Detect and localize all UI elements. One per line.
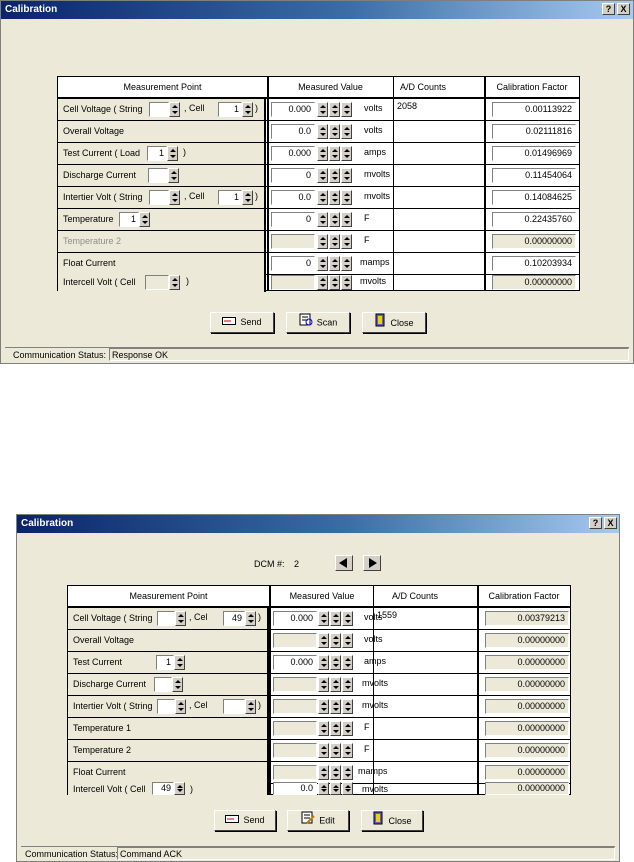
- row-label: Discharge Current: [63, 170, 137, 180]
- value-spinner-3[interactable]: [342, 765, 353, 780]
- calibration-factor-input[interactable]: 0.11454064: [492, 168, 576, 183]
- unit-label: F: [364, 235, 370, 245]
- cell-spinner[interactable]: [245, 699, 256, 714]
- cell-input[interactable]: [145, 275, 169, 290]
- value-spinner-1[interactable]: [317, 146, 328, 161]
- calibration-grid: [67, 585, 571, 795]
- unit-label: volts: [364, 103, 383, 113]
- measured-value-input[interactable]: 0: [271, 256, 315, 271]
- value-spinner-2[interactable]: [330, 655, 341, 670]
- discharge-spinner[interactable]: [172, 677, 183, 692]
- row-discharge-current: [68, 674, 570, 695]
- unit-label: volts: [364, 612, 383, 622]
- value-spinner-3[interactable]: [342, 677, 353, 692]
- cell-spinner[interactable]: [245, 611, 256, 626]
- row-label: Temperature 1: [73, 723, 132, 733]
- header-calibration-factor: Calibration Factor: [478, 586, 570, 606]
- value-spinner-2[interactable]: [329, 212, 340, 227]
- value-spinner-1[interactable]: [317, 212, 328, 227]
- value-spinner-1[interactable]: [317, 256, 328, 271]
- unit-label: mvolts: [362, 700, 389, 710]
- row-label: Float Current: [63, 258, 116, 268]
- value-spinner-2[interactable]: [330, 633, 341, 648]
- row-test-current: [68, 652, 570, 673]
- test-current-spinner[interactable]: [174, 655, 185, 670]
- measured-value-input[interactable]: [271, 234, 315, 249]
- value-spinner-3[interactable]: [341, 234, 352, 249]
- calibration-factor-input[interactable]: 0.00000000: [485, 721, 569, 736]
- value-spinner-1[interactable]: [318, 611, 329, 626]
- value-spinner-2[interactable]: [330, 743, 341, 758]
- calibration-window-1: [0, 0, 634, 364]
- value-spinner-2[interactable]: [330, 782, 341, 795]
- row-label: Temperature 2: [63, 236, 122, 246]
- value-spinner-2[interactable]: [329, 124, 340, 139]
- status-bar: [5, 347, 629, 362]
- measured-value-input[interactable]: 0.000: [273, 655, 317, 670]
- row-label: Temperature: [63, 214, 114, 224]
- row-temperature-1: [68, 718, 570, 739]
- row-label: Float Current: [73, 767, 126, 777]
- calibration-factor-input[interactable]: 0.00000000: [485, 677, 569, 692]
- row-label: Intercell Volt ( Cell: [73, 784, 146, 794]
- value-spinner-2[interactable]: [329, 190, 340, 205]
- measured-value-input[interactable]: [273, 633, 317, 648]
- value-spinner-2[interactable]: [329, 102, 340, 117]
- door-icon: [372, 811, 384, 832]
- row-label: Intercell Volt ( Cell: [63, 277, 136, 287]
- row-label: Cell Voltage ( String: [73, 613, 153, 623]
- cell-input[interactable]: 49: [152, 782, 174, 795]
- row-label: Test Current: [73, 657, 123, 667]
- row-temperature-2: [68, 740, 570, 761]
- value-spinner-2[interactable]: [330, 611, 341, 626]
- unit-label: F: [364, 213, 370, 223]
- measured-value-input[interactable]: 0: [271, 212, 315, 227]
- header-measurement-point: Measurement Point: [58, 77, 267, 97]
- value-spinner-3[interactable]: [341, 168, 352, 183]
- measured-value-input[interactable]: 0.000: [271, 102, 315, 117]
- unit-label: mvolts: [362, 784, 389, 794]
- value-spinner-3[interactable]: [342, 611, 353, 626]
- value-spinner-3[interactable]: [342, 633, 353, 648]
- header-calibration-factor: Calibration Factor: [485, 77, 579, 97]
- value-spinner-1[interactable]: [318, 765, 329, 780]
- edit-button[interactable]: Edit: [287, 810, 349, 831]
- value-spinner-1[interactable]: [318, 743, 329, 758]
- value-spinner-1[interactable]: [317, 190, 328, 205]
- row-discharge-current: [58, 165, 579, 186]
- calibration-factor-input[interactable]: 0.02111816: [492, 124, 576, 139]
- header-measured-value: Measured Value: [268, 77, 393, 97]
- temperature-input[interactable]: 1: [119, 212, 139, 227]
- temperature-spinner[interactable]: [139, 212, 150, 227]
- value-spinner-2[interactable]: [329, 168, 340, 183]
- calibration-factor-input[interactable]: 0.00113922: [492, 102, 576, 117]
- row-cell-voltage: Cell Voltage ( String , Cel 49 ) 0.000 volts 1559 0.00379213: [68, 608, 570, 629]
- row-test-current: Test Current ( Load 1 ) 0.000 amps 0.01496969: [58, 143, 579, 164]
- row-label: Intertier Volt ( String: [73, 701, 153, 711]
- calibration-factor-input[interactable]: 0.10203934: [492, 256, 576, 271]
- unit-label: volts: [364, 125, 383, 135]
- unit-label: amps: [364, 656, 387, 666]
- row-label: Discharge Current: [73, 679, 147, 689]
- calibration-factor-input[interactable]: 0.00000000: [485, 699, 569, 714]
- dcm-number: 2: [294, 559, 300, 569]
- row-intertier-volt: Intertier Volt ( String , Cell 1 ) 0.0 mvolts 0.14084625: [58, 187, 579, 208]
- cell-input[interactable]: 1: [218, 102, 242, 117]
- string-input[interactable]: [149, 190, 169, 205]
- edit-icon: [301, 811, 315, 831]
- close-window-button[interactable]: X: [617, 3, 630, 15]
- load-spinner[interactable]: [167, 146, 178, 161]
- row-float-current: [68, 762, 570, 783]
- value-spinner-1[interactable]: [318, 699, 329, 714]
- value-spinner-1[interactable]: [317, 168, 328, 183]
- value-spinner-3[interactable]: [341, 124, 352, 139]
- unit-label: amps: [364, 147, 387, 157]
- arrow-right-icon: [369, 558, 377, 568]
- row-intertier-volt: Intertier Volt ( String , Cel ) mvolts 0.00000000: [68, 696, 570, 717]
- value-spinner-3[interactable]: [341, 146, 352, 161]
- cell-spinner[interactable]: [242, 102, 253, 117]
- next-dcm-button[interactable]: [363, 555, 381, 571]
- unit-label: F: [364, 744, 370, 754]
- value-spinner-1[interactable]: [317, 102, 328, 117]
- unit-label: mamps: [360, 257, 390, 267]
- send-icon: [222, 313, 236, 332]
- value-spinner-3[interactable]: [341, 102, 352, 117]
- cell-input[interactable]: 49: [223, 611, 245, 626]
- row-temperature-2: [58, 231, 579, 252]
- value-spinner-2[interactable]: [329, 234, 340, 249]
- value-spinner-2[interactable]: [329, 256, 340, 271]
- calibration-factor-input[interactable]: 0.22435760: [492, 212, 576, 227]
- send-button[interactable]: Send: [210, 312, 274, 333]
- calibration-factor-input[interactable]: 0.00000000: [492, 275, 576, 290]
- row-label: Cell Voltage ( String: [63, 104, 143, 114]
- calibration-window-2: [16, 514, 620, 862]
- string-spinner[interactable]: [169, 190, 180, 205]
- value-spinner-3[interactable]: [341, 190, 352, 205]
- cell-spinner[interactable]: [169, 275, 180, 290]
- unit-label: mvolts: [364, 191, 391, 201]
- value-spinner-2[interactable]: [330, 677, 341, 692]
- row-intercell-volt: Intercell Volt ( Cell 49 ) 0.0 mvolts 0.00000000: [68, 783, 570, 796]
- header-ad-counts: A/D Counts: [394, 77, 484, 97]
- row-cell-voltage: Cell Voltage ( String , Cell 1 ) 0.000 volts 2058 0.00113922: [58, 99, 579, 120]
- ad-counts-value: 2058: [397, 101, 418, 111]
- status-value: Command ACK: [117, 847, 615, 860]
- scan-button[interactable]: Scan: [286, 312, 350, 333]
- status-label: Communication Status:: [25, 849, 119, 859]
- value-spinner-1[interactable]: [317, 124, 328, 139]
- dcm-label: DCM #:: [254, 559, 285, 569]
- row-float-current: [58, 253, 579, 274]
- value-spinner-3[interactable]: [342, 743, 353, 758]
- calibration-factor-input[interactable]: 0.00000000: [485, 633, 569, 648]
- row-overall-voltage: [58, 121, 579, 142]
- row-label: Overall Voltage: [73, 635, 135, 645]
- value-spinner-2[interactable]: [330, 765, 341, 780]
- calibration-factor-input[interactable]: 0.00000000: [485, 743, 569, 758]
- row-temperature: [58, 209, 579, 230]
- send-button[interactable]: Send: [214, 810, 276, 831]
- unit-label: mvolts: [364, 169, 391, 179]
- measured-value-input[interactable]: 0.0: [271, 190, 315, 205]
- measured-value-input[interactable]: [273, 765, 317, 780]
- header-ad-counts: A/D Counts: [374, 586, 477, 606]
- discharge-spinner[interactable]: [168, 168, 179, 183]
- help-button[interactable]: ?: [589, 517, 602, 529]
- calibration-factor-input[interactable]: 0.14084625: [492, 190, 576, 205]
- calibration-factor-input[interactable]: 0.01496969: [492, 146, 576, 161]
- value-spinner-1[interactable]: [318, 782, 329, 795]
- cell-spinner[interactable]: [242, 190, 253, 205]
- string-spinner[interactable]: [169, 102, 180, 117]
- send-icon: [225, 811, 239, 830]
- measured-value-input[interactable]: 0.000: [271, 146, 315, 161]
- calibration-factor-input[interactable]: 0.00000000: [492, 234, 576, 249]
- string-spinner[interactable]: [175, 611, 186, 626]
- string-input[interactable]: [157, 611, 175, 626]
- help-button[interactable]: ?: [602, 3, 615, 15]
- discharge-input[interactable]: [154, 677, 172, 692]
- header-measurement-point: Measurement Point: [68, 586, 269, 606]
- unit-label: mvolts: [360, 276, 387, 286]
- header-measured-value: Measured Value: [271, 586, 373, 606]
- row-label: Intertier Volt ( String: [63, 192, 143, 202]
- string-input[interactable]: [149, 102, 169, 117]
- string-input[interactable]: [157, 699, 175, 714]
- value-spinner-3[interactable]: [342, 699, 353, 714]
- value-spinner-1[interactable]: [318, 721, 329, 736]
- value-spinner-3[interactable]: [341, 256, 352, 271]
- value-spinner-3[interactable]: [341, 275, 352, 290]
- calibration-factor-input[interactable]: 0.00000000: [485, 655, 569, 670]
- calibration-factor-input[interactable]: 0.00379213: [485, 611, 569, 626]
- value-spinner-2[interactable]: [329, 146, 340, 161]
- row-label: Temperature 2: [73, 745, 132, 755]
- status-label: Communication Status:: [13, 350, 107, 360]
- cell-input[interactable]: [223, 699, 245, 714]
- string-spinner[interactable]: [175, 699, 186, 714]
- title-bar[interactable]: [17, 515, 619, 533]
- close-button[interactable]: Close: [362, 312, 426, 333]
- measured-value-input[interactable]: [273, 699, 317, 714]
- measured-value-input[interactable]: [271, 275, 315, 290]
- measured-value-input[interactable]: 0.000: [273, 611, 317, 626]
- prev-dcm-button[interactable]: [335, 555, 353, 571]
- close-window-button[interactable]: X: [604, 517, 617, 529]
- measured-value-input[interactable]: 0.0: [273, 782, 317, 795]
- unit-label: volts: [364, 634, 383, 644]
- load-input[interactable]: 1: [147, 146, 167, 161]
- value-spinner-2[interactable]: [329, 275, 340, 290]
- window-title: Calibration: [21, 518, 74, 529]
- value-spinner-3[interactable]: [342, 782, 353, 795]
- calibration-factor-input[interactable]: 0.00000000: [485, 765, 569, 780]
- measured-value-input[interactable]: [273, 743, 317, 758]
- close-button[interactable]: Close: [361, 810, 423, 831]
- status-bar: [21, 846, 615, 861]
- test-current-input[interactable]: 1: [156, 655, 174, 670]
- calibration-grid: [57, 76, 580, 291]
- value-spinner-1[interactable]: [318, 633, 329, 648]
- title-bar[interactable]: [1, 1, 633, 19]
- ad-counts-value: 1559: [377, 610, 398, 620]
- value-spinner-1[interactable]: [317, 234, 328, 249]
- value-spinner-1[interactable]: [317, 275, 328, 290]
- cell-spinner[interactable]: [174, 782, 185, 795]
- unit-label: mvolts: [362, 678, 389, 688]
- calibration-factor-input[interactable]: 0.00000000: [485, 782, 569, 795]
- measured-value-input[interactable]: 0.0: [271, 124, 315, 139]
- value-spinner-2[interactable]: [330, 721, 341, 736]
- scan-icon: [299, 313, 313, 333]
- status-value: Response OK: [109, 348, 629, 361]
- value-spinner-1[interactable]: [318, 677, 329, 692]
- cell-input[interactable]: 1: [218, 190, 242, 205]
- unit-label: F: [364, 722, 370, 732]
- measured-value-input[interactable]: [273, 721, 317, 736]
- door-icon: [374, 313, 386, 334]
- value-spinner-3[interactable]: [341, 212, 352, 227]
- row-overall-voltage: [68, 630, 570, 651]
- arrow-left-icon: [339, 558, 347, 568]
- value-spinner-3[interactable]: [342, 655, 353, 670]
- measured-value-input[interactable]: [273, 677, 317, 692]
- row-label: Overall Voltage: [63, 126, 125, 136]
- window-title: Calibration: [5, 4, 58, 15]
- value-spinner-1[interactable]: [318, 655, 329, 670]
- unit-label: mamps: [358, 766, 388, 776]
- discharge-input[interactable]: [148, 168, 168, 183]
- row-label: Test Current ( Load: [63, 148, 141, 158]
- measured-value-input[interactable]: 0: [271, 168, 315, 183]
- row-intercell-volt: Intercell Volt ( Cell ) mvolts 0.00000000: [58, 273, 579, 292]
- value-spinner-3[interactable]: [342, 721, 353, 736]
- value-spinner-2[interactable]: [330, 699, 341, 714]
